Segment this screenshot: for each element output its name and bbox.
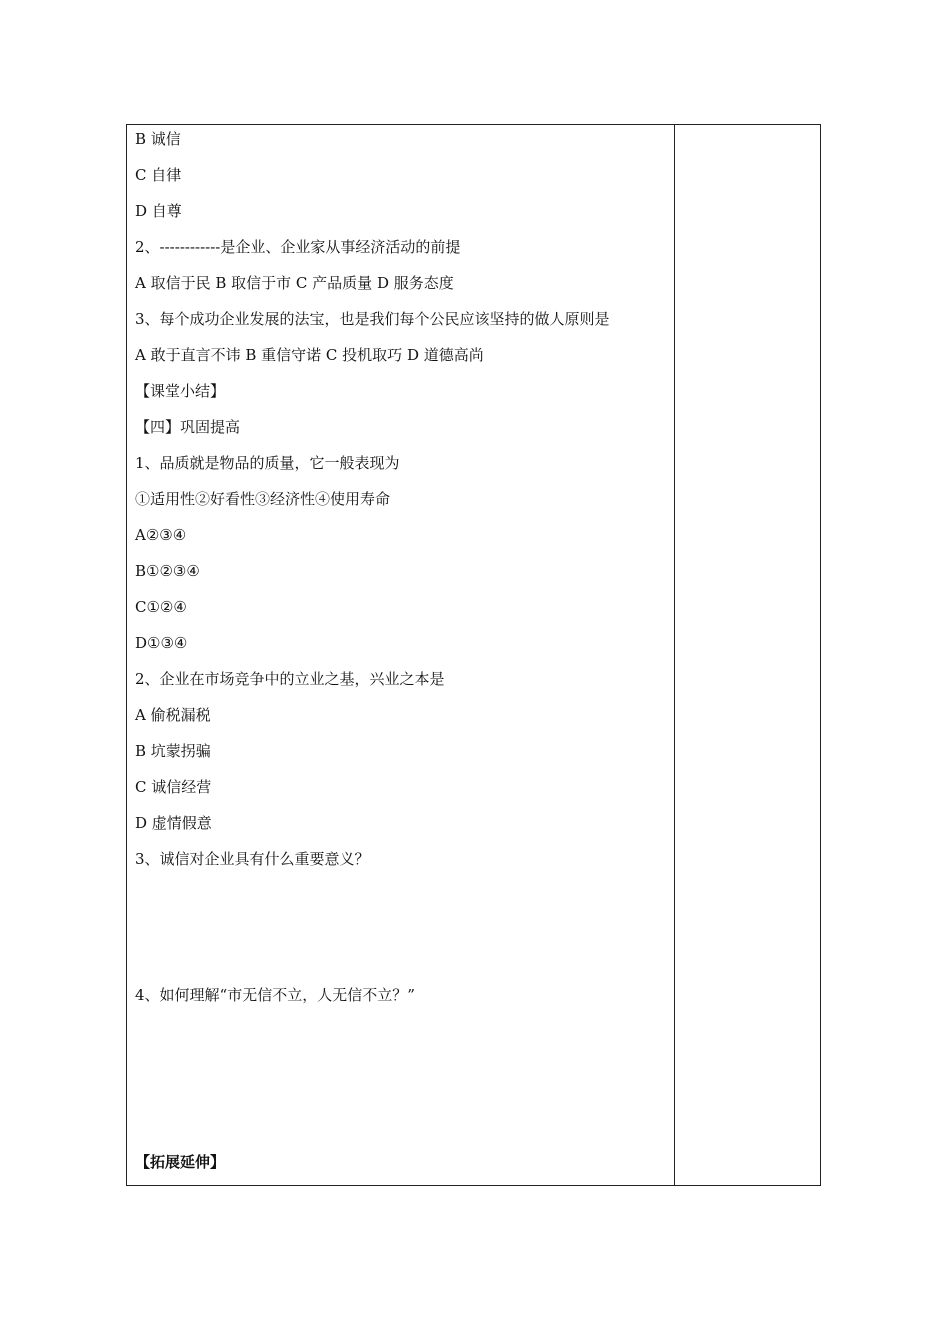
section-extension-heading: 【拓展延伸】: [135, 1153, 226, 1171]
exercise-3-line: 3、诚信对企业具有什么重要意义？: [135, 850, 370, 868]
question-2-line: 2、------------是企业、企业家从事经济活动的前提: [135, 238, 461, 256]
exercise-1-option-c: C①②④: [135, 598, 187, 616]
question-3-line: 3、每个成功企业发展的法宝，也是我们每个公民应该坚持的做人原则是: [135, 310, 610, 328]
question-2-options: A 取信于民 B 取信于市 C 产品质量 D 服务态度: [135, 274, 454, 292]
exercise-2-option-d: D 虚情假意: [135, 814, 212, 832]
option-b-line: B 诚信: [135, 130, 181, 148]
exercise-1-items: ①适用性②好看性③经济性④使用寿命: [135, 490, 391, 508]
exercise-2-option-c: C 诚信经营: [135, 778, 212, 796]
exercise-1-option-b: B①②③④: [135, 562, 200, 580]
section-summary-heading: 【课堂小结】: [135, 382, 226, 400]
option-d-line: D 自尊: [135, 202, 182, 220]
exercise-2-line: 2、企业在市场竞争中的立业之基，兴业之本是: [135, 670, 445, 688]
section-four-heading: 【四】巩固提高: [135, 418, 241, 436]
exercise-1-option-d: D①③④: [135, 634, 188, 652]
exercise-1-line: 1、品质就是物品的质量，它一般表现为: [135, 454, 400, 472]
exercise-2-option-a: A 偷税漏税: [135, 706, 211, 724]
worksheet-table: [126, 124, 821, 1186]
question-3-options: A 敢于直言不讳 B 重信守诺 C 投机取巧 D 道德高尚: [135, 346, 484, 364]
exercise-2-option-b: B 坑蒙拐骗: [135, 742, 211, 760]
option-c-line: C 自律: [135, 166, 182, 184]
exercise-1-option-a: A②③④: [135, 526, 187, 544]
content-cell: [127, 125, 675, 1185]
notes-cell: [675, 125, 820, 1185]
exercise-4-line: 4、如何理解“市无信不立，人无信不立？”: [135, 986, 415, 1004]
